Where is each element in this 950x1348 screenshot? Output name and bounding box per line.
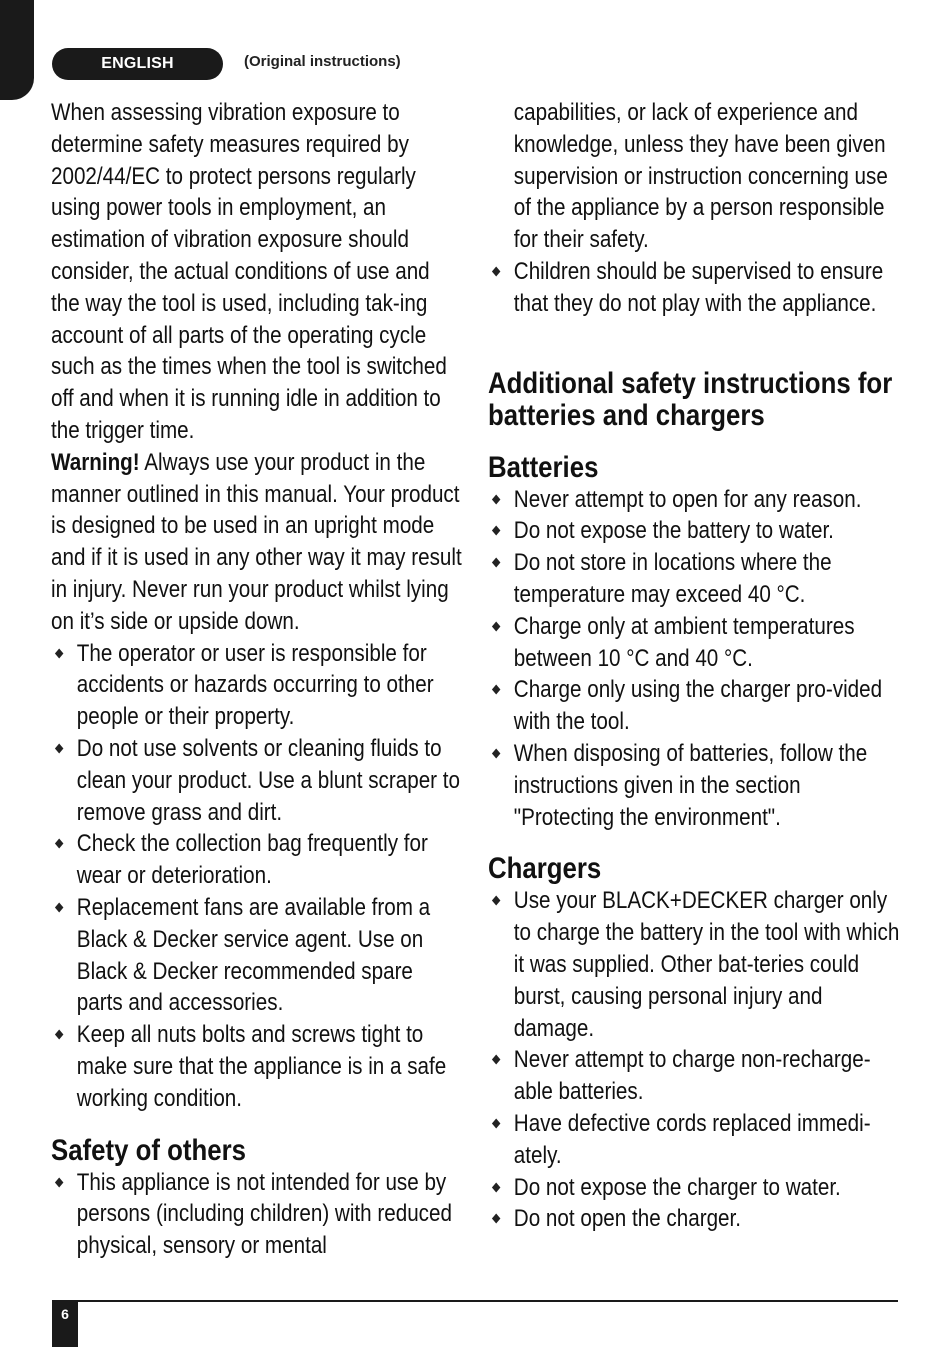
diamond-bullet-icon	[55, 1177, 64, 1187]
language-label: ENGLISH	[101, 55, 174, 72]
list-item: Check the collection bag frequently for wear or deterioration.	[51, 828, 464, 892]
diamond-bullet-icon	[55, 902, 64, 912]
warning-paragraph	[51, 447, 464, 638]
diamond-bullet-icon	[492, 749, 501, 759]
right-column	[488, 97, 901, 1235]
list-item: Charge only at ambient temperatures between 10 °C and 40 °C.	[488, 611, 901, 675]
diamond-bullet-icon	[492, 1214, 501, 1224]
list-item: Do not store in locations where the temperature may exceed 40 °C.	[488, 547, 901, 611]
list-item: The operator or user is responsible for accidents or hazards occurring to other people or their property.	[51, 638, 464, 733]
diamond-bullet-icon	[492, 1118, 501, 1128]
diamond-bullet-icon	[55, 743, 64, 753]
side-tab-marker	[0, 0, 34, 100]
diamond-bullet-icon	[492, 1182, 501, 1192]
list-item: Keep all nuts bolts and screws tight to make sure that the appliance is in a safe working condition.	[51, 1019, 464, 1114]
list-item: Do not use solvents or cleaning fluids to clean your product. Use a blunt scraper to remove grass and dirt.	[51, 733, 464, 828]
list-item: Charge only using the charger pro-vided with the tool.	[488, 674, 901, 738]
list-item: When disposing of batteries, follow the instructions given in the section "Protecting the environment".	[488, 738, 901, 833]
diamond-bullet-icon	[55, 648, 64, 658]
batteries-heading: Batteries	[488, 450, 599, 484]
vibration-paragraph: When assessing vibration exposure to determine safety measures required by 2002/44/EC to protect persons regularly using power tools in employment, an estimation of vibration exposure should consider, the actual conditions of use and the way the tool is used, including tak-ing account of all parts of the operating cycle such as the times when the tool is switched off and when it is running idle in addition to the trigger time.	[51, 99, 447, 444]
warning-text: Always use your product in the manner outlined in this manual. Your product is designed to be used in an upright mode and if it is used in any other way it may result in injury. Never run your product whilst lying on it’s side or upside down.	[51, 448, 462, 635]
list-item: Do not expose the battery to water.	[488, 515, 901, 547]
left-column	[51, 97, 464, 1262]
list-item: Use your BLACK+DECKER charger only to charge the battery in the tool with which it was supplied. Other bat-teries could burst, causing personal injury and damage.	[488, 885, 901, 1044]
diamond-bullet-icon	[492, 267, 501, 277]
diamond-bullet-icon	[55, 1030, 64, 1040]
diamond-bullet-icon	[492, 1055, 501, 1065]
safety-of-others-heading: Safety of others	[51, 1133, 246, 1167]
list-item: Replacement fans are available from a Black & Decker service agent. Use on Black & Decker recommended spare parts and accessories.	[51, 892, 464, 1019]
diamond-bullet-icon	[492, 621, 501, 631]
original-instructions-note: (Original instructions)	[244, 53, 401, 70]
diamond-bullet-icon	[492, 558, 501, 568]
warning-label: Warning!	[51, 448, 140, 476]
list-item: Never attempt to open for any reason.	[488, 484, 901, 516]
language-badge	[52, 48, 223, 80]
diamond-bullet-icon	[492, 685, 501, 695]
list-item: Children should be supervised to ensure that they do not play with the appliance.	[488, 256, 901, 320]
list-item: Have defective cords replaced immedi-ately.	[488, 1108, 901, 1172]
additional-safety-heading: Additional safety instructions for batteries and chargers	[488, 366, 893, 432]
footer-rule	[52, 1300, 898, 1302]
diamond-bullet-icon	[492, 526, 501, 536]
diamond-bullet-icon	[55, 839, 64, 849]
list-item: Do not open the charger.	[488, 1203, 901, 1235]
diamond-bullet-icon	[492, 494, 501, 504]
continued-paragraph: capabilities, or lack of experience and knowledge, unless they have been given supervision or instruction concerning use of the appliance by a person responsible for their safety.	[513, 99, 888, 254]
page-number: 6	[52, 1300, 78, 1347]
chargers-heading: Chargers	[488, 852, 602, 886]
list-item: Never attempt to charge non-recharge-able batteries.	[488, 1044, 901, 1108]
diamond-bullet-icon	[492, 896, 501, 906]
list-item: Do not expose the charger to water.	[488, 1172, 901, 1204]
list-item: This appliance is not intended for use by persons (including children) with reduced physical, sensory or mental	[51, 1167, 464, 1262]
